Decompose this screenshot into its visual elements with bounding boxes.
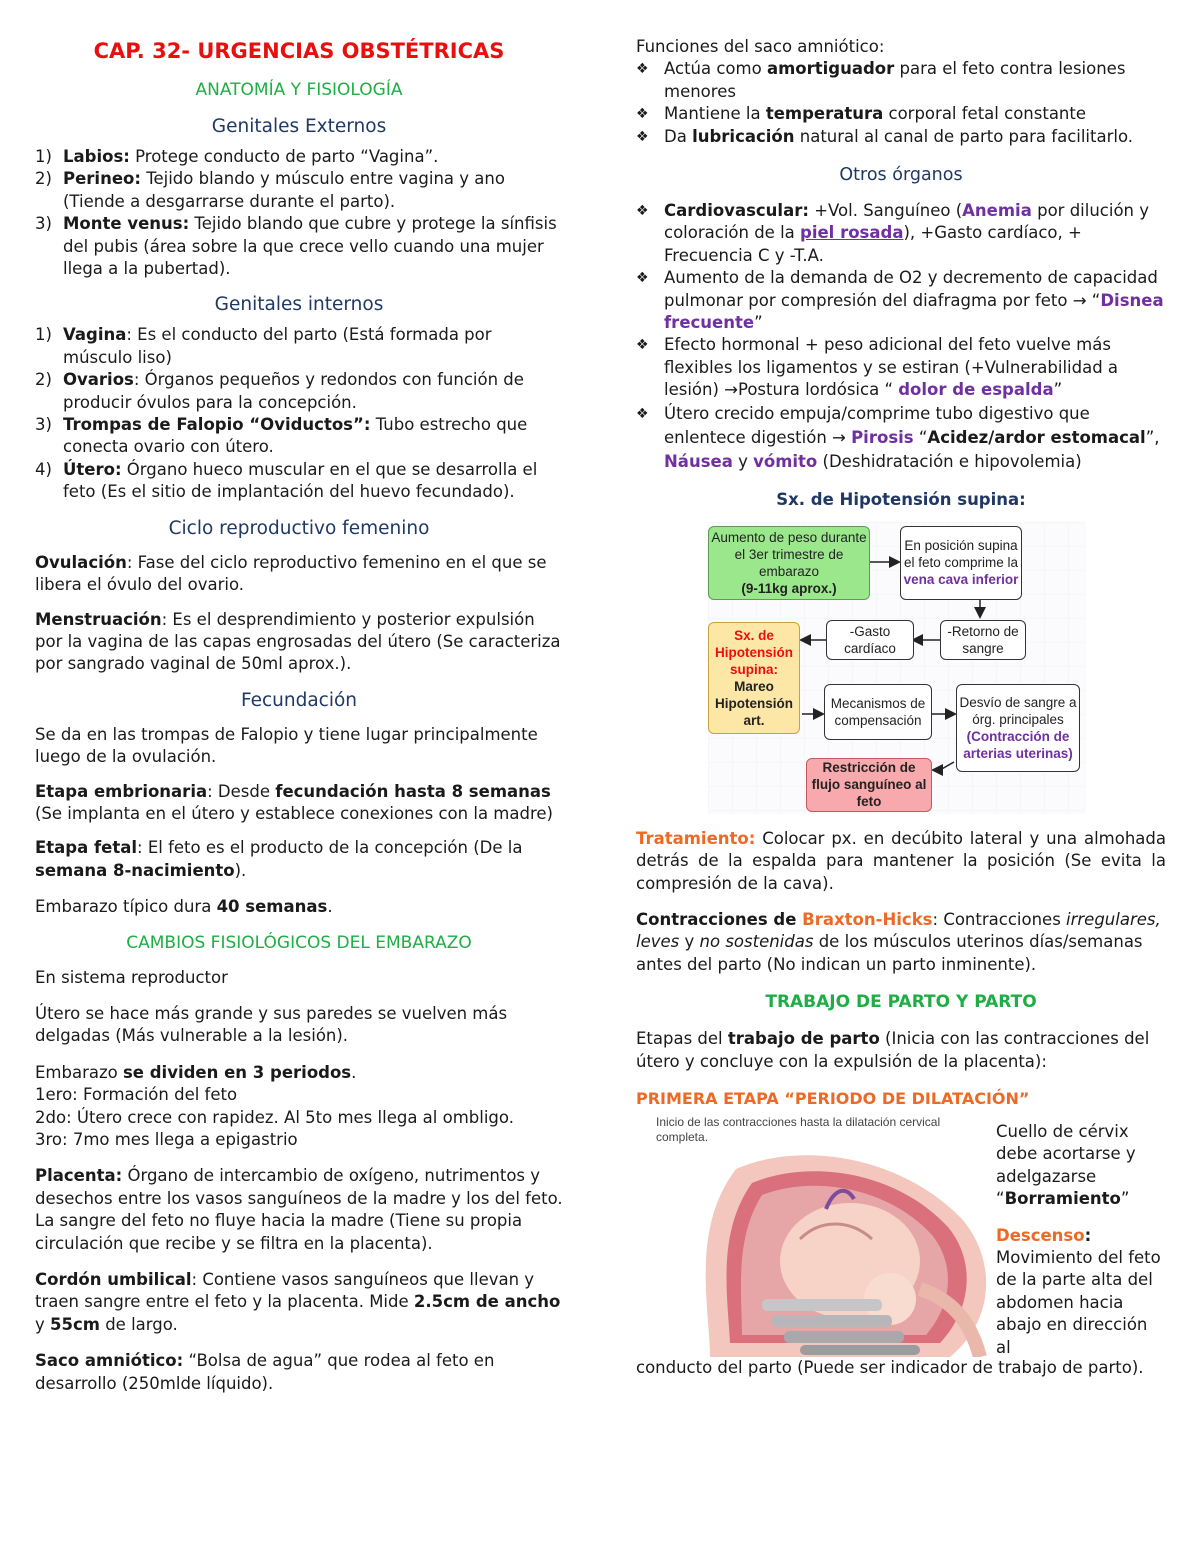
effacement-paragraph: Cuello de cérvix debe acortarse y adelgazarse “Borramiento”	[996, 1121, 1136, 1209]
flow-box-venous-return: -Retorno de sangre	[940, 620, 1026, 660]
list-item: ❖ Aumento de la demanda de O2 y decremento de capacidad pulmonar por compresión del diafragma por feto → “Disnea frecuente”	[636, 268, 1164, 333]
list-item: ❖ Cardiovascular: +Vol. Sanguíneo (Anemia por dilución y coloración de la piel rosada), +Gasto cardíaco, + Frecuencia C y -T.A.	[636, 201, 1150, 265]
descent-paragraph: Descenso: Movimiento del feto de la parte alta del abdomen hacia abajo en dirección al	[996, 1225, 1161, 1357]
hypotension-flowchart	[708, 522, 1086, 814]
placenta-paragraph: Placenta: Órgano de intercambio de oxígeno, nutrimentos y desechos entre los vasos sanguíneos de la madre y los del feto. La sangre del feto no fluye hacia la madre (Tiene su propia circulación que recibe y se filtra en la placenta).	[35, 1166, 563, 1253]
list-item: ❖ Da lubricación natural al canal de parto para facilitarlo.	[636, 126, 1166, 148]
other-organs-list	[636, 200, 1166, 474]
cycle-heading: Ciclo reproductivo femenino	[168, 517, 430, 539]
diamond-bullet-icon: ❖	[636, 405, 649, 422]
fecundation-intro: Se da en las trompas de Falopio y tiene lugar principalmente luego de la ovulación.	[35, 724, 538, 767]
typical-pregnancy-paragraph: Embarazo típico dura 40 semanas.	[35, 897, 333, 917]
diamond-bullet-icon: ❖	[636, 270, 649, 287]
hypotension-heading: Sx. de Hipotensión supina:	[776, 489, 1026, 509]
period-2: 2do: Útero crece con rapidez. Al 5to mes llega al ombligo.	[35, 1107, 514, 1127]
flow-box-cardiac-output: -Gasto cardíaco	[826, 620, 914, 660]
birth-side-text	[996, 1121, 1166, 1359]
uterus-paragraph: Útero se hace más grande y sus paredes se vuelven más delgadas (Más vulnerable a la lesión).	[35, 1003, 508, 1046]
ovulation-paragraph: Ovulación: Fase del ciclo reproductivo femenino en el que se libera el óvulo del ovario.	[35, 552, 547, 595]
list-item: 4) Útero: Órgano hueco muscular en el que se desarrolla el feto (Es el sitio de implantación del huevo fecundado).	[35, 459, 538, 502]
internal-genitals-list	[35, 324, 563, 503]
flow-box-compensation: Mecanismos de compensación	[824, 684, 932, 740]
list-item: ❖ Efecto hormonal + peso adicional del feto vuelve más flexibles los ligamentos y se estiran (+Vulnerabilidad a lesión) →Postura lordósica “ dolor de espalda”	[636, 335, 1119, 400]
fecundation-heading: Fecundación	[240, 689, 358, 711]
braxton-hicks-paragraph: Contracciones de Braxton-Hicks: Contracciones irregulares, leves y no sostenidas de los músculos uterinos días/semanas antes del parto (No indican un parto inminente).	[636, 909, 1161, 974]
sac-functions-list	[636, 58, 1166, 148]
sac-functions-heading: Funciones del saco amniótico:	[636, 37, 885, 56]
dilation-illustration	[650, 1115, 996, 1357]
anatomy-heading: ANATOMÍA Y FISIOLOGÍA	[195, 80, 403, 100]
flow-box-supine-position: En posición supina el feto comprime la vena cava inferior	[900, 526, 1022, 600]
diamond-bullet-icon: ❖	[636, 337, 649, 354]
first-stage-heading: PRIMERA ETAPA “PERIODO DE DILATACIÓN”	[636, 1088, 1030, 1108]
descent-continuation: conducto del parto (Puede ser indicador de trabajo de parto).	[636, 1357, 1144, 1377]
external-genitals-heading: Genitales Externos	[211, 116, 387, 137]
flow-box-weight-gain: Aumento de peso durante el 3er trimestre de embarazo (9-11kg aprox.)	[708, 526, 870, 600]
amniotic-sac-paragraph: Saco amniótico: “Bolsa de agua” que rodea al feto en desarrollo (250mlde líquido).	[35, 1351, 495, 1393]
list-item: 1) Vagina: Es el conducto del parto (Está formada por músculo liso)	[35, 325, 492, 367]
birth-canal-image	[650, 1149, 996, 1357]
list-item: 3) Monte venus: Tejido blando que cubre y protege la sínfisis del pubis (área sobre la que crece vello cuando una mujer llega a la pubertad).	[35, 214, 557, 279]
menstruation-paragraph: Menstruación: Es el desprendimiento y posterior expulsión por la vagina de las capas engrosadas del útero (Se caracteriza por sangrado vaginal de 50ml aprox.).	[35, 609, 561, 674]
period-3: 3ro: 7mo mes llega a epigastrio	[35, 1130, 298, 1149]
flow-box-supine-hypotension: Sx. de Hipotensión supina: Mareo Hipotensión art.	[708, 622, 800, 734]
other-organs-heading: Otros órganos	[839, 165, 963, 186]
list-item: ❖ Actúa como amortiguador para el feto contra lesiones menores	[636, 59, 1126, 101]
list-item: 3) Trompas de Falopio “Oviductos”: Tubo estrecho que conecta ovario con útero.	[35, 415, 528, 457]
period-1: 1ero: Formación del feto	[35, 1085, 238, 1105]
list-item: 1) Labios: Protege conducto de parto “Vagina”.	[35, 147, 439, 166]
embryonic-stage-paragraph: Etapa embrionaria: Desde fecundación hasta 8 semanas (Se implanta en el útero y establece conexiones con la madre)	[35, 781, 553, 823]
internal-genitals-heading: Genitales internos	[214, 294, 384, 316]
flow-box-blood-diversion: Desvío de sangre a órg. principales (Contracción de arterias uterinas)	[956, 684, 1080, 772]
labor-intro: Etapas del trabajo de parto (Inicia con las contracciones del útero y concluye con la expulsión de la placenta):	[636, 1029, 1150, 1071]
list-item: 2) Ovarios: Órganos pequeños y redondos con función de producir óvulos para la concepción.	[35, 370, 524, 412]
treatment-paragraph: Tratamiento: Colocar px. en decúbito lateral y una almohada detrás de la espalda para mantener la posición (Se evita la compresión de la cava).	[636, 828, 1166, 893]
fetal-stage-paragraph: Etapa fetal: El feto es el producto de la concepción (De la semana 8-nacimiento).	[35, 838, 523, 880]
diamond-bullet-icon: ❖	[636, 203, 649, 220]
periods-paragraph: Embarazo se dividen en 3 periodos.	[35, 1062, 357, 1082]
diamond-bullet-icon: ❖	[636, 106, 649, 123]
umbilical-cord-paragraph: Cordón umbilical: Contiene vasos sanguíneos que llevan y traen sangre entre el feto y la placenta. Mide 2.5cm de ancho y 55cm de largo.	[35, 1270, 561, 1334]
diamond-bullet-icon: ❖	[636, 128, 649, 145]
list-item: ❖ Útero crecido empuja/comprime tubo digestivo que enlentece digestión → Pirosis “Acidez/ardor estomacal”, Náusea y vómito (Deshidratación e hipovolemia)	[636, 403, 1160, 471]
labor-heading: TRABAJO DE PARTO Y PARTO	[765, 992, 1037, 1013]
left-column	[35, 36, 563, 1395]
right-column	[636, 36, 1166, 1379]
external-genitals-list	[35, 146, 563, 280]
flow-box-fetal-flow-restriction: Restricción de flujo sanguíneo al feto	[806, 758, 932, 812]
illustration-caption: Inicio de las contracciones hasta la dilatación cervical completa.	[656, 1114, 941, 1144]
reproductive-system-line: En sistema reproductor	[35, 967, 228, 987]
changes-heading: CAMBIOS FISIOLÓGICOS DEL EMBARAZO	[126, 932, 472, 953]
birth-section	[636, 1115, 1166, 1357]
list-item: 2) Perineo: Tejido blando y músculo entre vagina y ano (Tiende a desgarrarse durante el parto).	[35, 169, 505, 211]
diamond-bullet-icon: ❖	[636, 61, 649, 78]
list-item: ❖ Mantiene la temperatura corporal fetal constante	[636, 103, 1166, 125]
page-title: CAP. 32- URGENCIAS OBSTÉTRICAS	[93, 39, 505, 63]
